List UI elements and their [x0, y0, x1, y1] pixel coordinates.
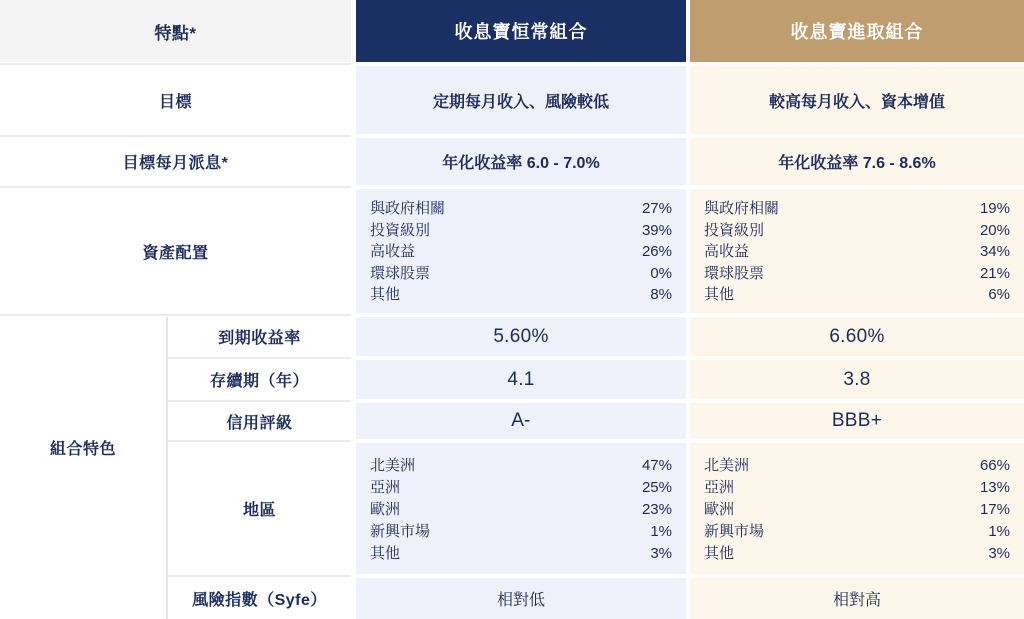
ytm-aggressive-value: 6.60% [690, 317, 1024, 356]
region-pct: 13% [979, 479, 1010, 496]
region-name: 其他 [704, 545, 735, 562]
list-item [370, 455, 672, 477]
allocation-name: 其他 [704, 286, 735, 303]
list-item [370, 198, 672, 220]
region-pct: 17% [979, 501, 1010, 518]
list-item [704, 220, 1010, 242]
row-label-duration: 存續期（年） [168, 360, 351, 399]
list-item [704, 284, 1010, 306]
allocation-pct: 8% [650, 286, 672, 303]
risk-aggressive-value: 相對高 [690, 578, 1024, 619]
allocation-name: 高收益 [370, 243, 416, 260]
list-item [370, 477, 672, 499]
row-label-payout: 目標每月派息* [0, 138, 351, 185]
region-pct: 25% [641, 479, 672, 496]
list-item [370, 263, 672, 285]
goal-aggressive-value: 較高每月收入、資本增值 [690, 66, 1024, 134]
section-label-characteristics: 組合特色 [0, 317, 166, 578]
list-item [704, 455, 1010, 477]
row-separator [168, 574, 351, 578]
allocation-name: 與政府相關 [704, 200, 780, 217]
allocation-name: 環球股票 [370, 264, 431, 282]
duration-aggressive-value: 3.8 [690, 360, 1024, 399]
rating-regular-value: A- [356, 403, 686, 439]
allocation-pct: 19% [979, 200, 1010, 217]
region-pct: 23% [641, 501, 672, 518]
list-item [704, 477, 1010, 499]
list-item [370, 521, 672, 543]
duration-regular-value: 4.1 [356, 360, 686, 399]
allocation-name: 環球股票 [704, 264, 765, 282]
region-pct: 3% [988, 545, 1010, 562]
row-separator [0, 313, 351, 317]
region-name: 歐洲 [370, 501, 401, 518]
risk-regular-value: 相對低 [356, 578, 686, 619]
region-pct: 66% [979, 457, 1010, 474]
allocation-name: 高收益 [704, 243, 750, 260]
row-label-goal: 目標 [0, 66, 351, 134]
region-name: 亞洲 [704, 479, 735, 496]
allocation-regular-list [356, 189, 686, 313]
list-item [704, 241, 1010, 263]
region-pct: 1% [650, 523, 672, 540]
row-separator [0, 134, 351, 138]
region-name: 北美洲 [370, 457, 416, 474]
allocation-name: 與政府相關 [370, 200, 446, 217]
row-separator [0, 62, 351, 66]
rating-aggressive-value: BBB+ [690, 403, 1024, 439]
region-name: 亞洲 [370, 479, 401, 496]
region-name: 歐洲 [704, 501, 735, 518]
header-regular-portfolio: 收息寶恒常組合 [356, 0, 686, 62]
allocation-name: 其他 [370, 286, 401, 303]
list-item [704, 198, 1010, 220]
allocation-aggressive-list [690, 189, 1024, 313]
ytm-regular-value: 5.60% [356, 317, 686, 356]
list-item [370, 241, 672, 263]
allocation-pct: 27% [641, 200, 672, 217]
list-item [704, 521, 1010, 543]
row-label-rating: 信用評級 [168, 403, 351, 439]
allocation-pct: 20% [979, 221, 1010, 239]
row-separator [168, 399, 351, 403]
goal-regular-value: 定期每月收入、風險較低 [356, 66, 686, 134]
allocation-pct: 6% [988, 286, 1010, 303]
row-label-ytm: 到期收益率 [168, 317, 351, 356]
row-label-allocation: 資產配置 [0, 189, 351, 313]
list-item [370, 499, 672, 521]
row-separator [168, 356, 351, 360]
region-regular-list [356, 443, 686, 574]
header-features: 特點* [0, 0, 351, 62]
list-item [370, 220, 672, 242]
allocation-pct: 26% [641, 243, 672, 260]
row-label-region: 地區 [168, 443, 351, 574]
region-name: 新興市場 [704, 523, 765, 540]
allocation-pct: 21% [979, 264, 1010, 282]
allocation-name: 投資級別 [370, 221, 431, 239]
region-name: 其他 [370, 545, 401, 562]
list-item [370, 543, 672, 565]
list-item [704, 263, 1010, 285]
payout-aggressive-value: 年化收益率 7.6 - 8.6% [690, 138, 1024, 185]
region-name: 北美洲 [704, 457, 750, 474]
allocation-pct: 34% [979, 243, 1010, 260]
region-pct: 3% [650, 545, 672, 562]
row-separator [168, 439, 351, 443]
list-item [704, 499, 1010, 521]
region-name: 新興市場 [370, 523, 431, 540]
region-pct: 1% [988, 523, 1010, 540]
list-item [704, 543, 1010, 565]
region-aggressive-list [690, 443, 1024, 574]
payout-regular-value: 年化收益率 6.0 - 7.0% [356, 138, 686, 185]
header-aggressive-portfolio: 收息寶進取組合 [690, 0, 1024, 62]
row-label-risk: 風險指數（Syfe） [168, 578, 351, 619]
list-item [370, 284, 672, 306]
row-separator [0, 185, 351, 189]
region-pct: 47% [641, 457, 672, 474]
allocation-pct: 39% [641, 221, 672, 239]
allocation-name: 投資級別 [704, 221, 765, 239]
allocation-pct: 0% [650, 264, 672, 282]
